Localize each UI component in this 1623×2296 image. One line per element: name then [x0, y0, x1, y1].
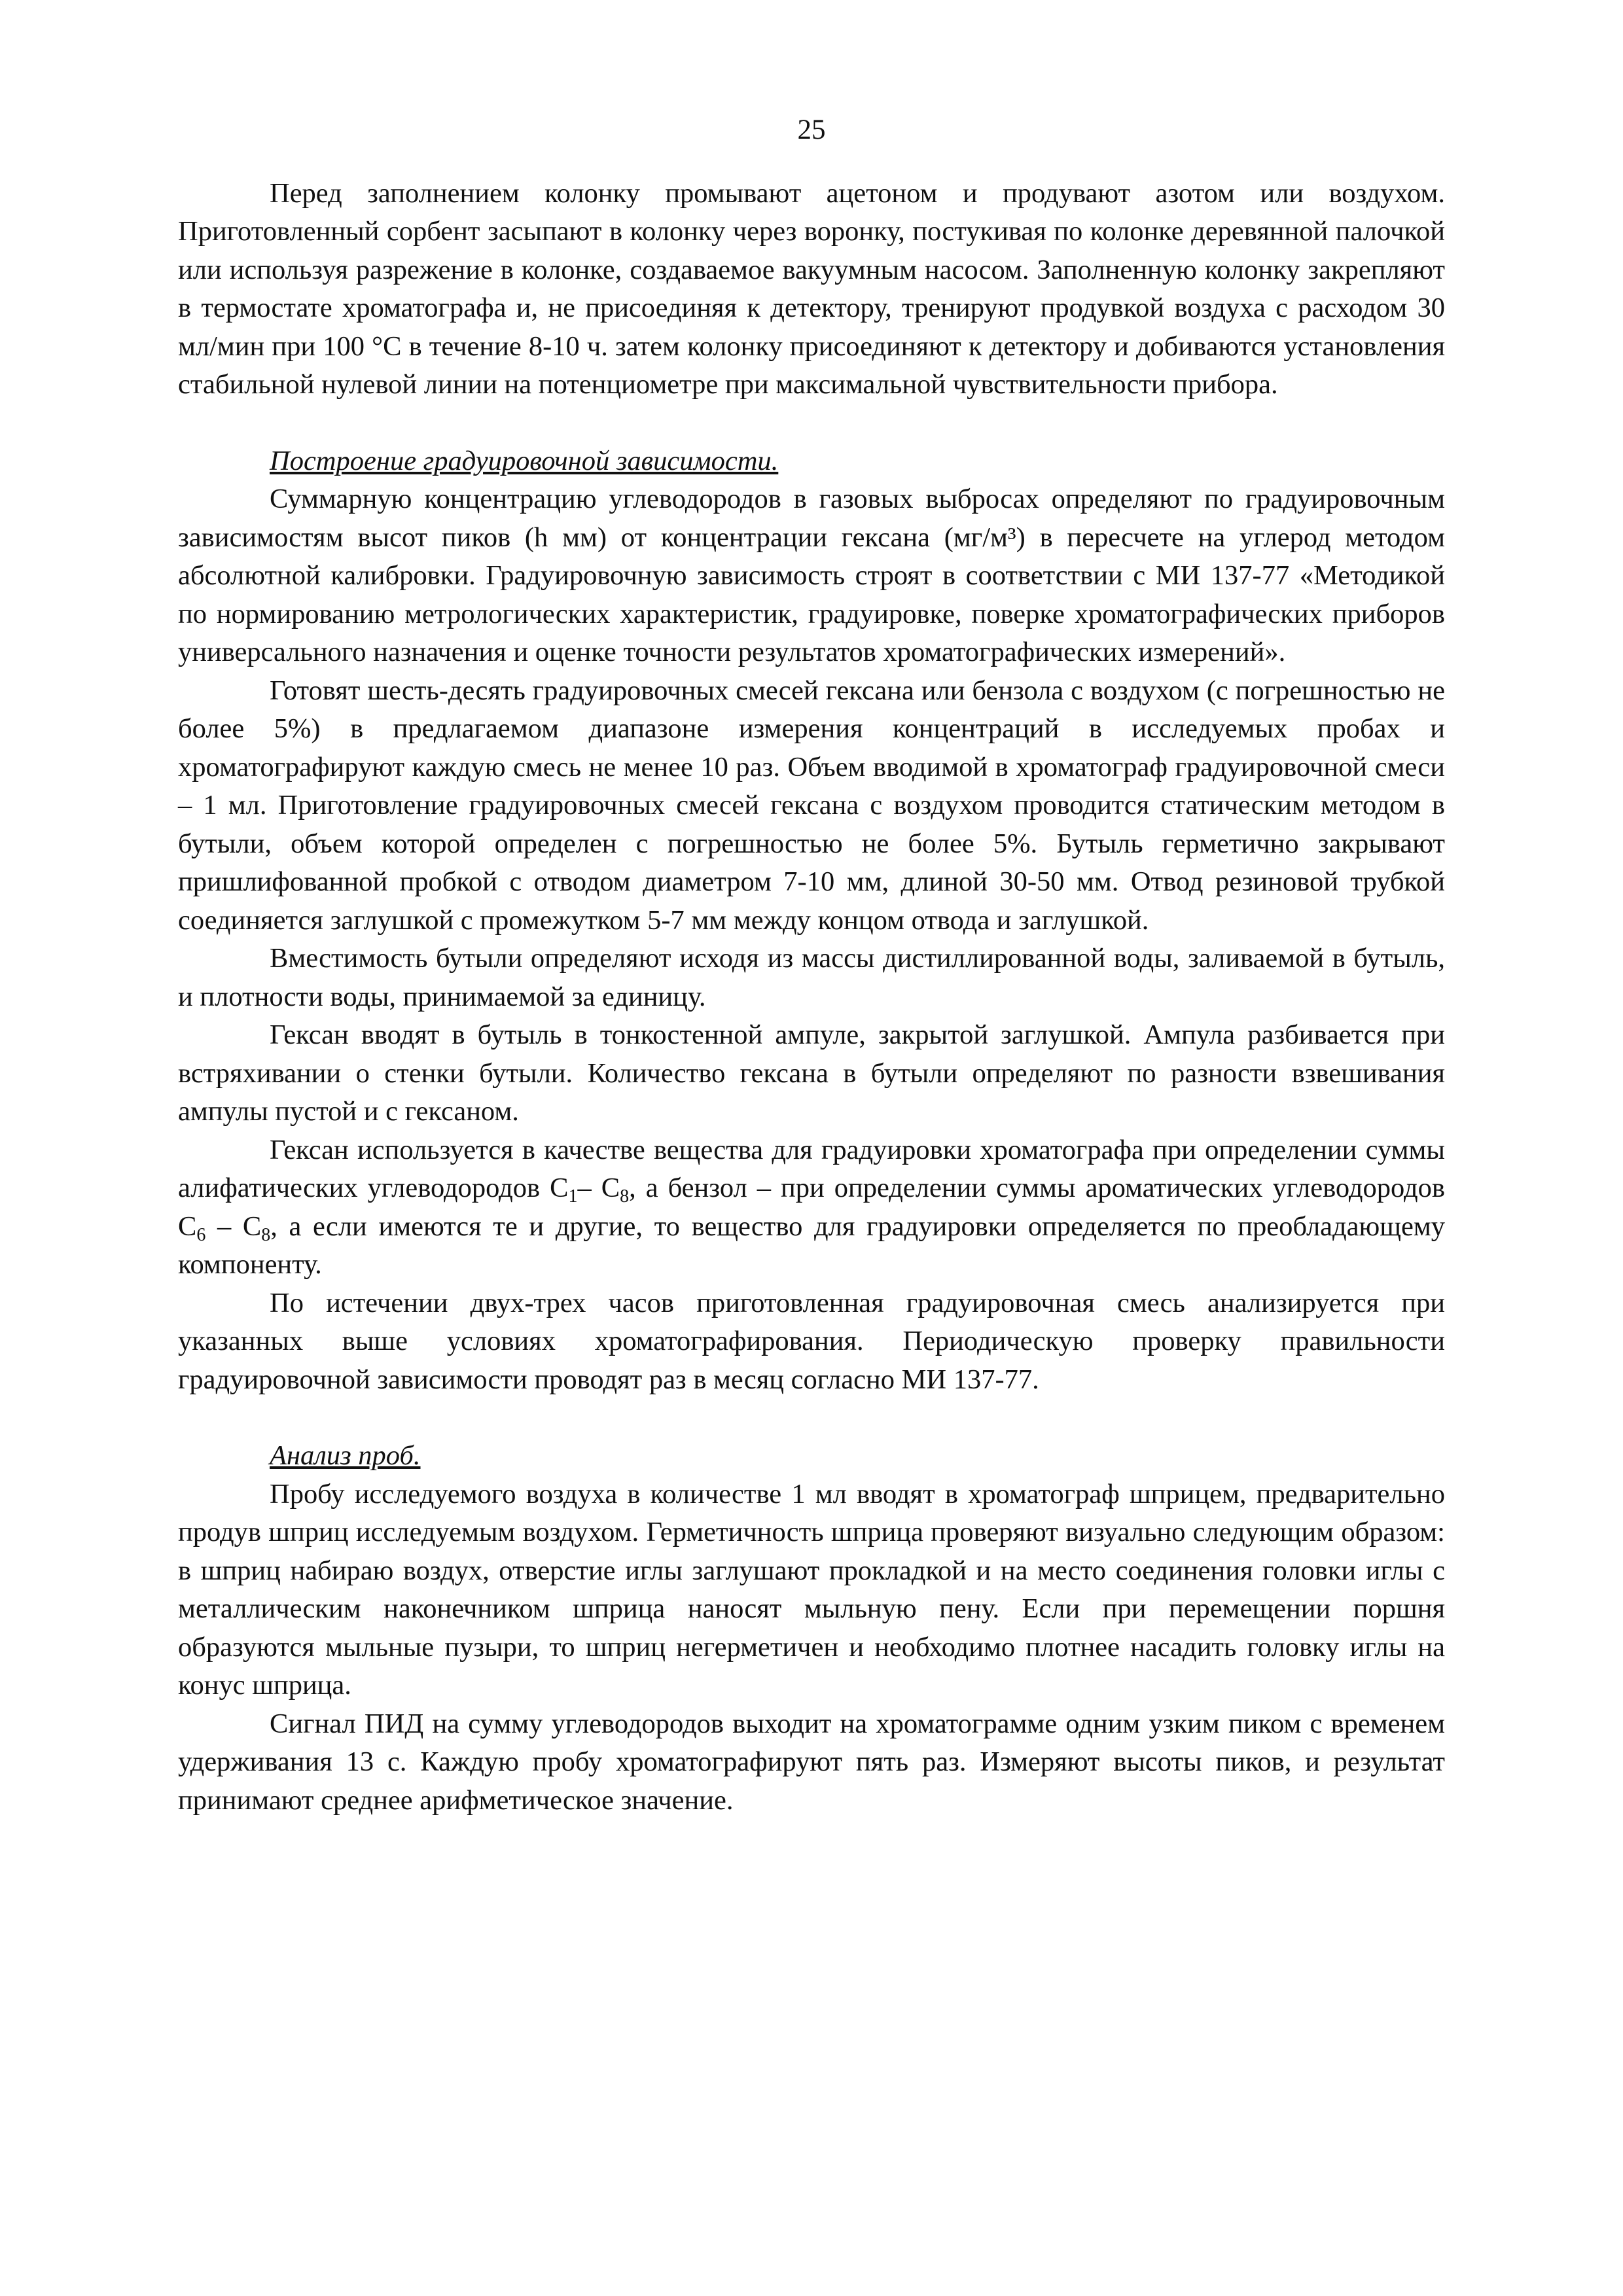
- paragraph-bottle-capacity: Вместимость бутыли определяют исходя из массы дистиллированной воды, заливаемой в бутыль, и плотности воды, принимаемой за единицу.: [178, 943, 1445, 1012]
- subscript: 8: [620, 1186, 630, 1207]
- subscript: 6: [196, 1224, 206, 1245]
- section-heading-analysis: Анализ проб.: [270, 1440, 421, 1471]
- paragraph-column-preparation: Перед заполнением колонку промывают ацетоном и продувают азотом или воздухом. Приготовленный сорбент засыпают в колонку через воронку, постукивая по колонке деревянной палочкой или используя разрежение в колонке, создаваемое вакуумным насосом. Заполненную колонку закрепляют в термостате хроматографа и, не присоединяя к детектору, тренируют продувкой воздуха с расходом 30 мл/мин при 100 °С в течение 8-10 ч. затем колонку присоединяют к детектору и добиваются установления стабильной нулевой линии на потенциометре при максимальной чувствительности прибора.: [178, 177, 1445, 400]
- text-run: , а если имеются те и другие, то вещество для градуировки определяется по преобладающему компоненту.: [178, 1210, 1445, 1280]
- text-run: – С: [205, 1210, 262, 1242]
- text-run: Гексан используется в качестве вещества для градуировки хроматографа при определении суммы алифатических углеводородов С: [178, 1134, 1445, 1203]
- text-run: – С: [577, 1173, 620, 1203]
- paragraph-hexane-ampoule: Гексан вводят в бутыль в тонкостенной ампуле, закрытой заглушкой. Ампула разбивается при встряхивании о стенки бутыли. Количество гексана в бутыли определяют по разности взвешивания ампулы пустой и с гексаном.: [178, 1019, 1445, 1127]
- paragraph-sample-injection: Пробу исследуемого воздуха в количестве 1 мл вводят в хроматограф шприцем, предварительно продув шприц исследуемым воздухом. Герметичность шприца проверяют визуально следующим образом: в шприц набираю воздух, отверстие иглы заглушают прокладкой и на место соединения головки иглы с металлическим наконечником шприца наносят мыльную пену. Если при перемещении поршня образуются мыльные пузыри, то шприц негерметичен и необходимо плотнее насадить головку иглы на конус шприца.: [178, 1478, 1445, 1701]
- page-number: 25: [797, 115, 826, 145]
- paragraph-periodic-check: По истечении двух-трех часов приготовленная градуировочная смесь анализируется при указанных выше условиях хроматографирования. Периодическую проверку правильности градуировочной зависимости проводят раз в месяц согласно МИ 137-77.: [178, 1287, 1445, 1395]
- subscript: 1: [568, 1186, 578, 1207]
- paragraph-fid-signal: Сигнал ПИД на сумму углеводородов выходит на хроматограмме одним узким пиком с временем удерживания 13 с. Каждую пробу хроматографируют пять раз. Измеряют высоты пиков, и результат принимают среднее арифметическое значение.: [178, 1708, 1445, 1816]
- paragraph-calibration-method: Суммарную концентрацию углеводородов в газовых выбросах определяют по градуировочным зависимостям высот пиков (h мм) от концентрации гексана (мг/м³) в пересчете на углерод методом абсолютной калибровки. Градуировочную зависимость строят в соответствии с МИ 137-77 «Методикой по нормированию метрологических характеристик, градуировке, поверке хроматографических приборов универсального назначения и оценке точности результатов хроматографических измерений».: [178, 484, 1445, 667]
- document-page: [178, 111, 1445, 1820]
- section-gap: [178, 1399, 1445, 1437]
- subscript: 8: [261, 1224, 271, 1245]
- section-heading-calibration: Построение градуировочной зависимости.: [270, 445, 779, 476]
- text-run: , а бензол – при определении суммы ароматических углеводородов С: [178, 1173, 1446, 1242]
- paragraph-calibration-mixtures: Готовят шесть-десять градуировочных смесей гексана или бензола с воздухом (с погрешностью не более 5%) в предлагаемом диапазоне измерения концентраций в исследуемых пробах и хроматографируют каждую смесь не менее 10 раз. Объем вводимой в хроматограф градуировочной смеси – 1 мл. Приготовление градуировочных смесей гексана с воздухом проводится статическим методом в бутыли, объем которой определен с погрешностью не более 5%. Бутыль герметично закрывают пришлифованной пробкой с отводом диаметром 7-10 мм, длиной 30-50 мм. Отвод резиновой трубкой соединяется заглушкой с промежутком 5-7 мм между концом отвода и заглушкой.: [178, 675, 1445, 936]
- section-gap: [178, 404, 1445, 442]
- paragraph-hexane-usage: [178, 1131, 1445, 1284]
